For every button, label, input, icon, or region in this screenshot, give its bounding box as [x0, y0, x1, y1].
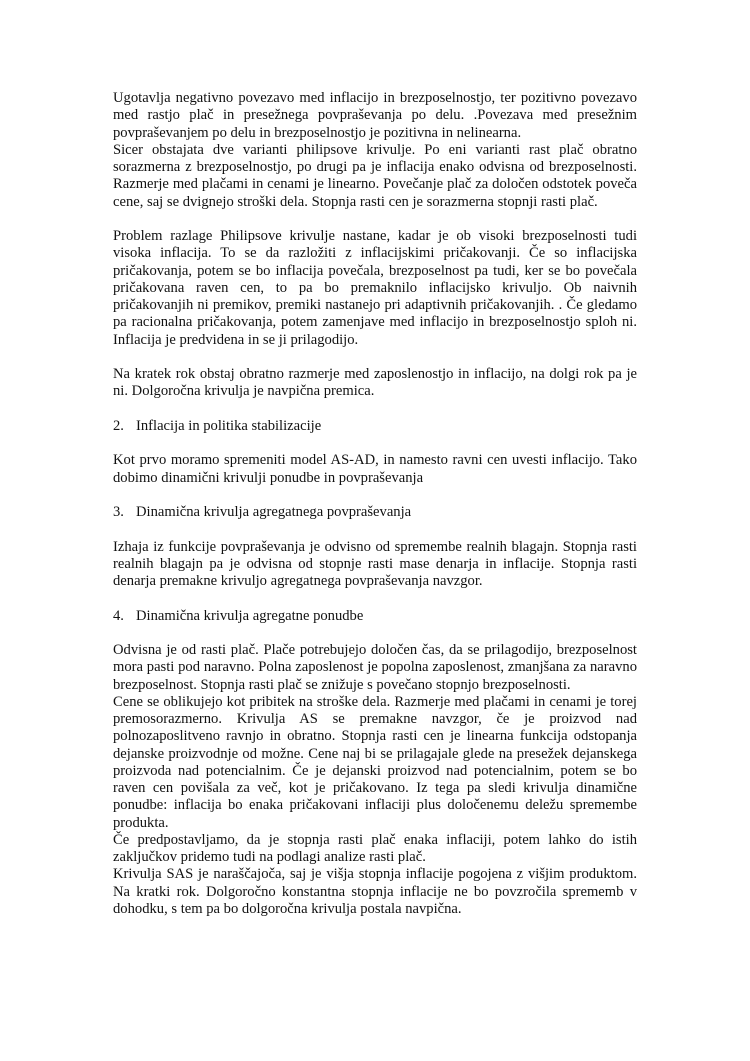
section-title: Dinamična krivulja agregatne ponudbe [136, 607, 364, 624]
paragraph-as-ad-model: Kot prvo moramo spremeniti model AS-AD, in namesto ravni cen uvesti inflacijo. Tako dobimo dinamični krivulji ponudbe in povpraševanja [113, 452, 637, 486]
section-heading-2 [113, 418, 637, 435]
document-page [113, 90, 637, 918]
section-title: Dinamična krivulja agregatnega povpraševanja [136, 504, 412, 520]
paragraph-wage-inflation-assumption: Če predpostavljamo, da je stopnja rasti plač enaka inflaciji, potem lahko do istih zaključkov pridemo tudi na podlagi analize rasti plač. [113, 831, 637, 865]
section-number: 4. [113, 607, 124, 624]
section-number: 3. [113, 504, 124, 520]
paragraph-spacer [113, 401, 637, 418]
section-title: Inflacija in politika stabilizacije [136, 417, 322, 434]
section-heading-4 [113, 608, 637, 625]
paragraph-spacer [113, 487, 637, 504]
paragraph-spacer [113, 521, 637, 538]
paragraph-spacer [113, 211, 637, 228]
paragraph-spacer [113, 435, 637, 452]
paragraph-phillips-problem: Problem razlage Philipsove krivulje nastane, kadar je ob visoki brezposelnosti tudi visoka inflacija. To se da razložiti z inflacijskimi pričakovanji. Če so inflacijska pričakovanja, potem se bo inflacija povečala, brezposelnost pa tudi, ker se bo povečala pričakovana raven cen, to pa bo premaknilo inflacijsko krivuljo. Ob naivnih pričakovanjih ni premikov, premiki nastanejo pri adaptivnih pričakovanjih. . Če gledamo pa racionalna pričakovanja, potem zamenjave med inflacijo in brezposelnostjo sploh ni. Inflacija je predvidena in se ji prilagodijo. [113, 228, 637, 348]
paragraph-phillips-variants: Sicer obstajata dve varianti philipsove krivulje. Po eni varianti rast plač obratno sorazmerna z brezposelnostjo, po drugi pa je inflacija enako odvisna od brezposelnosti. Razmerje med plačami in cenami je linearno. Povečanje plač za določen odstotek poveča cene, saj se dvignejo stroški dela. Stopnja rasti cen je sorazmerna stopnji rasti plač. [113, 141, 637, 210]
section-heading-3 [113, 504, 637, 521]
paragraph-price-formation: Cene se oblikujejo kot pribitek na stroške dela. Razmerje med plačami in cenami je torej premosorazmerno. Krivulja AS se premakne navzgor, če je proizvod nad polnozaposlitveno ravnjo in obratno. Stopnja rasti cen je linearna funkcija odstopanja dejanske proizvodnje od možne. Cene naj bi se prilagajale glede na presežek dejanskega proizvoda nad potencialnim. Če je dejanski proizvod nad potencialnim, potem se bo raven cen povišala za več, kot je pričakovano. Iz tega pa sledi krivulja dinamične ponudbe: inflacija bo enaka pričakovani inflaciji plus določenemu deležu spremembe produkta. [113, 693, 637, 831]
paragraph-wage-growth: Odvisna je od rasti plač. Plače potrebujejo določen čas, da se prilagodijo, brezposelnost mora pasti pod naravno. Polna zaposlenost je popolna zaposlenost, zmanjšana za naravno brezposelnost. Stopnja rasti plač se znižuje s povečano stopnjo brezposelnosti. [113, 642, 637, 693]
paragraph-spacer [113, 349, 637, 366]
paragraph-aggregate-demand: Izhaja iz funkcije povpraševanja je odvisno od spremembe realnih blagajn. Stopnja rasti realnih blagajn pa je odvisna od stopnje rasti mase denarja in inflacije. Stopnja rasti denarja premakne krivuljo agregatnega povpraševanja navzgor. [113, 538, 637, 589]
paragraph-short-long-run: Na kratek rok obstaj obratno razmerje med zaposlenostjo in inflacijo, na dolgi rok pa je ni. Dolgoročna krivulja je navpična premica. [113, 366, 637, 400]
section-number: 2. [113, 417, 124, 434]
paragraph-sas-curve: Krivulja SAS je naraščajoča, saj je višja stopnja inflacije pogojena z višjim produktom. Na kratki rok. Dolgoročno konstantna stopnja inflacije ne bo povzročila sprememb v dohodku, s tem pa bo dolgoročna krivulja postala navpična. [113, 866, 637, 917]
paragraph-phillips-intro: Ugotavlja negativno povezavo med inflacijo in brezposelnostjo, ter pozitivno povezavo med rastjo plač in presežnega povpraševanja po delu. .Povezava med presežnim povpraševanjem po delu in brezposelnostjo je pozitivna in nelinearna. [113, 90, 637, 141]
paragraph-spacer [113, 625, 637, 642]
paragraph-spacer [113, 590, 637, 607]
